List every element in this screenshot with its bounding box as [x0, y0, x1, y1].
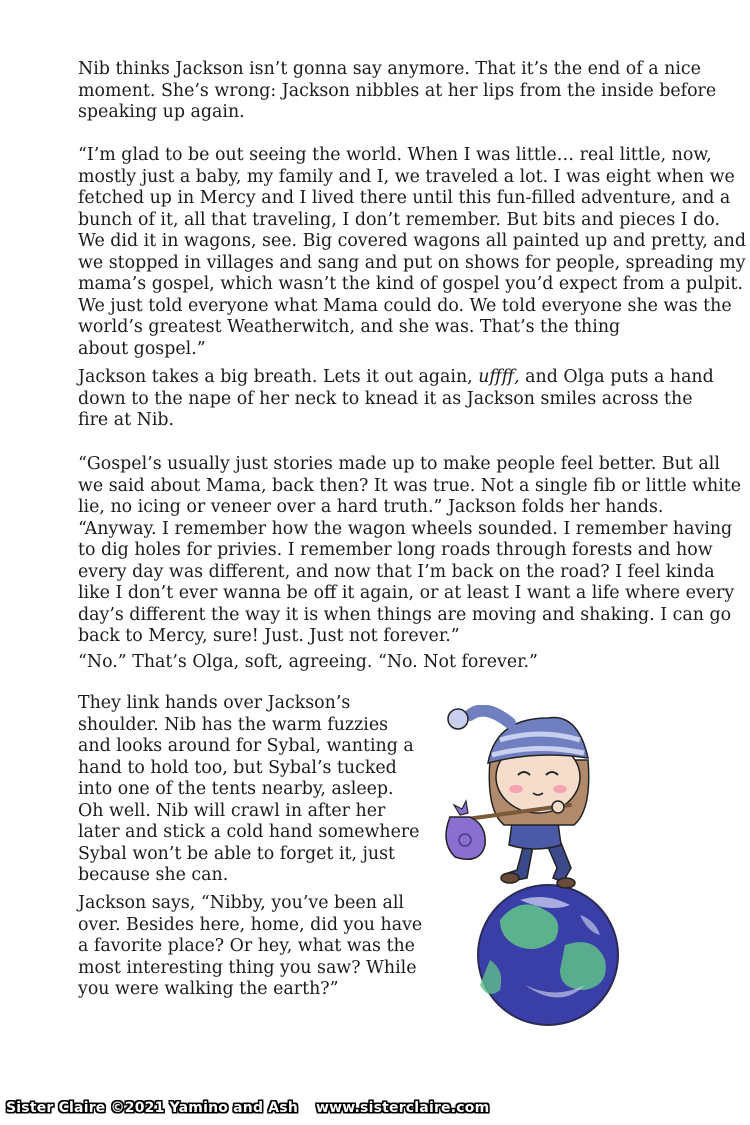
text-line: we said about Mama, back then? It was true. Not a single fib or little white	[78, 475, 742, 496]
bindle-bag-icon	[446, 801, 485, 859]
footer-credit	[6, 1100, 507, 1116]
text-line: “Gospel’s usually just stories made up to make people feel better. But all	[78, 454, 720, 474]
text-line: shoulder. Nib has the warm fuzzies	[78, 714, 389, 735]
text-segment: and Olga puts a hand	[519, 367, 714, 387]
globe-icon	[478, 885, 618, 1025]
text-line: fetched up in Mercy and I lived there until this fun-filled adventure, and a	[78, 188, 731, 208]
text-line: Jackson says, “Nibby, you’ve been all	[78, 893, 404, 913]
text-line: “Anyway. I remember how the wagon wheels sounded. I remember having	[78, 518, 733, 539]
text-line: because she can.	[78, 865, 229, 885]
text-line: later and stick a cold hand somewhere	[78, 822, 420, 842]
text-line: mama’s gospel, which wasn’t the kind of gospel you’d expect from a pulpit.	[78, 274, 743, 294]
text-line: over. Besides here, home, did you have	[78, 914, 423, 935]
text-line: you were walking the earth?”	[78, 979, 339, 999]
paragraph-1	[78, 59, 717, 124]
text-line: lie, no icing or veneer over a hard truth.” Jackson folds her hands.	[78, 497, 664, 517]
text-line: like I don’t ever wanna be off it again, or at least I want a life where every	[78, 583, 735, 603]
text-line: moment. She’s wrong: Jackson nibbles at her lips from the inside before	[78, 80, 717, 101]
site-url: www.sisterclaire.com	[316, 1100, 490, 1116]
text-line: They link hands over Jackson’s	[78, 693, 351, 713]
copyright-text: Sister Claire ©2021 Yamino and Ash	[6, 1100, 299, 1116]
text-line: speaking up again.	[78, 102, 245, 122]
text-line: about gospel.”	[78, 338, 206, 359]
paragraph-3	[78, 367, 714, 432]
text-line: We just told everyone what Mama could do. We told everyone she was the	[78, 295, 732, 316]
text-line: Nib thinks Jackson isn’t gonna say anymore. That it’s the end of a nice	[78, 59, 701, 79]
paragraph-7	[78, 893, 423, 1001]
italic-text: uffff,	[478, 367, 520, 387]
text-line: into one of the tents nearby, asleep.	[78, 779, 394, 799]
paragraph-6	[78, 693, 420, 887]
text-line: hand to hold too, but Sybal’s tucked	[78, 757, 397, 778]
girl-hand	[552, 801, 564, 813]
text-line: back to Mercy, sure! Just. Just not forever.”	[78, 626, 460, 646]
text-segment: Jackson takes a big breath. Lets it out again,	[78, 367, 479, 387]
text-line: “I’m glad to be out seeing the world. When I was little… real little, now,	[78, 145, 712, 165]
girl-on-globe-illustration	[430, 705, 640, 1035]
text-line: day’s different the way it is when things are moving and shaking. I can go	[78, 604, 732, 625]
text-line: Oh well. Nib will crawl in after her	[78, 800, 386, 821]
text-line: world’s greatest Weatherwitch, and she was. That’s the thing	[78, 317, 621, 337]
text-line: bunch of it, all that traveling, I don’t remember. But bits and pieces I do.	[78, 209, 720, 230]
text-line	[78, 367, 714, 389]
text-line: a favorite place? Or hey, what was the	[78, 936, 415, 956]
paragraph-4	[78, 454, 742, 648]
text-line: We did it in wagons, see. Big covered wagons all painted up and pretty, and	[78, 231, 747, 251]
text-line: down to the nape of her neck to knead it as Jackson smiles across the	[78, 388, 693, 409]
text-line: and looks around for Sybal, wanting a	[78, 736, 414, 756]
paragraph-2	[78, 145, 747, 360]
text-line: “No.” That’s Olga, soft, agreeing. “No. Not forever.”	[78, 652, 538, 672]
text-line: most interesting thing you saw? While	[78, 957, 417, 978]
text-line: fire at Nib.	[78, 410, 175, 430]
text-line: mostly just a baby, my family and I, we traveled a lot. I was eight when we	[78, 166, 735, 187]
paragraph-5	[78, 652, 678, 674]
text-line: Sybal won’t be able to forget it, just	[78, 843, 396, 864]
striped-hat-icon	[448, 709, 588, 763]
text-line: every day was different, and now that I’m back on the road? I feel kinda	[78, 561, 715, 582]
text-line: to dig holes for privies. I remember long roads through forests and how	[78, 540, 713, 560]
text-line: we stopped in villages and sang and put on shows for people, spreading my	[78, 252, 746, 273]
